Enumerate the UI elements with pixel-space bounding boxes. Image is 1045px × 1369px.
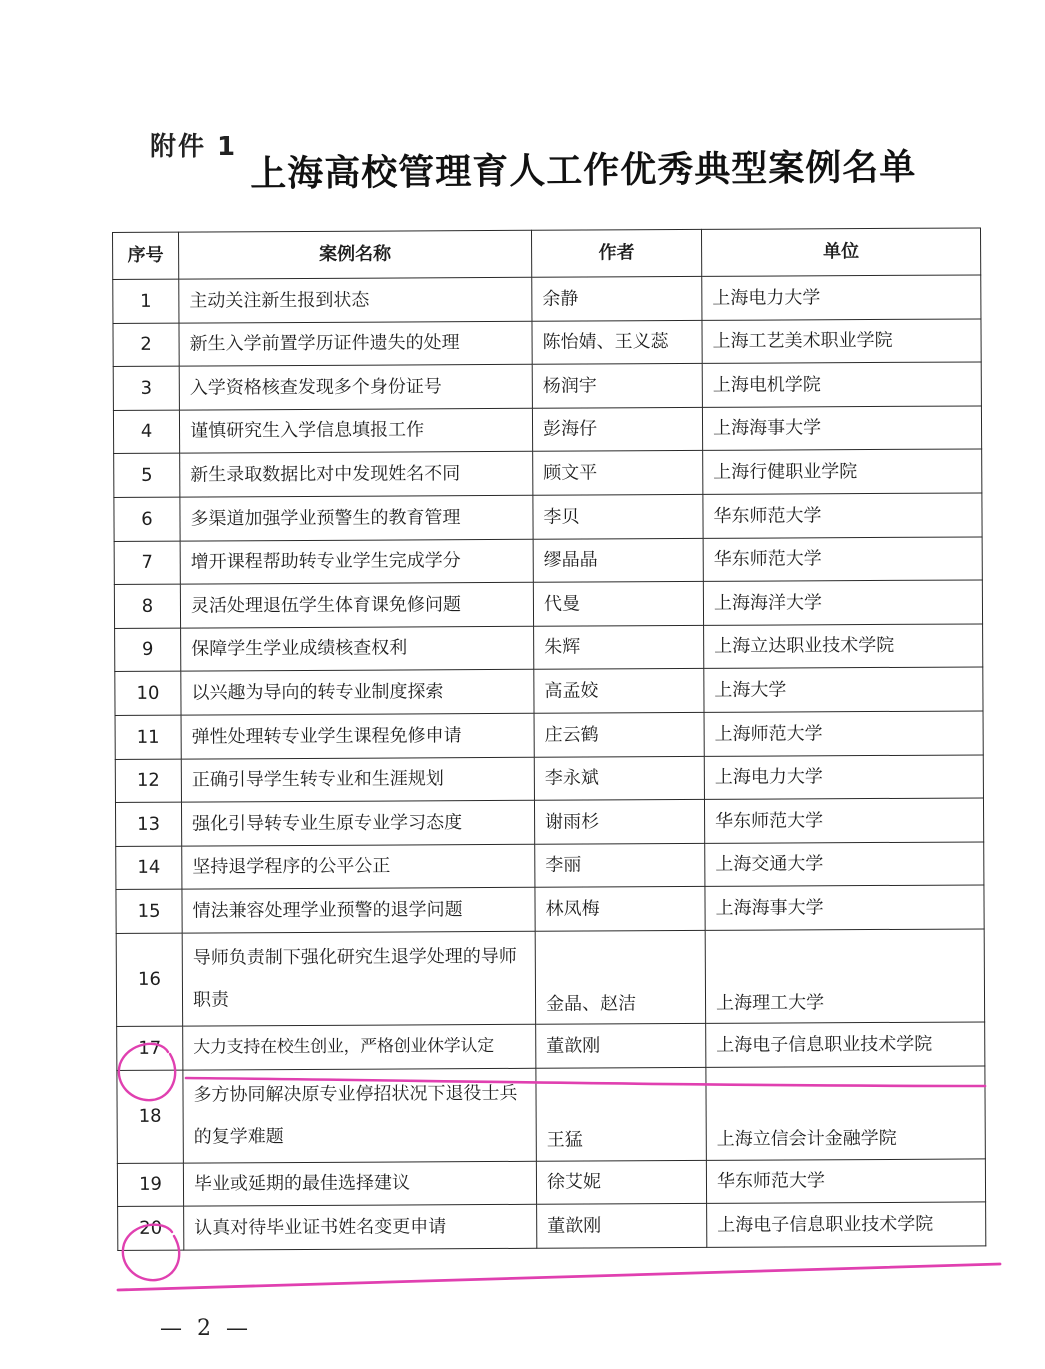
author-cell: 林凤梅: [535, 887, 705, 931]
case-name-cell: 新生入学前置学历证件遗失的处理: [179, 321, 532, 366]
author-cell: 庄云鹤: [534, 712, 704, 756]
case-name-cell: 正确引导学生转专业和生涯规划: [181, 757, 534, 802]
unit-cell: 上海大学: [704, 667, 983, 712]
author-cell: 代曼: [533, 582, 703, 626]
table-row: [116, 929, 984, 1027]
author-cell: 李丽: [535, 843, 705, 887]
case-name-cell: 坚持退学程序的公平公正: [182, 844, 535, 889]
author-cell: 董歆刚: [537, 1203, 707, 1247]
case-name-cell: 灵活处理退伍学生体育课免修问题: [180, 582, 533, 627]
author-cell: 顾文平: [533, 451, 703, 495]
unit-cell: 上海立信会计金融学院: [706, 1065, 985, 1159]
unit-cell: 华东师范大学: [703, 493, 982, 538]
case-name-cell: 多方协同解决原专业停招状况下退役士兵的复学难题: [183, 1068, 536, 1163]
underline-mark-row-20: [118, 1264, 1000, 1290]
unit-cell: 上海电子信息职业技术学院: [706, 1022, 985, 1067]
unit-cell: 上海行健职业学院: [703, 449, 982, 494]
page-number: — 2 —: [160, 1316, 252, 1341]
author-cell: 金晶、赵洁: [535, 930, 705, 1024]
table-row: [116, 885, 984, 933]
case-name-cell: 认真对待毕业证书姓名变更申请: [184, 1204, 537, 1249]
author-cell: 朱辉: [534, 625, 704, 669]
unit-cell: 上海师范大学: [704, 711, 983, 756]
case-name-cell: 导师负责制下强化研究生退学处理的导师职责: [182, 931, 535, 1026]
case-name-cell: 弹性处理转专业学生课程免修申请: [181, 713, 534, 758]
table-row: [115, 667, 983, 715]
column-header-case-name: 案例名称: [179, 230, 532, 279]
row-index: 6: [114, 497, 180, 541]
case-name-cell: 增开课程帮助转专业学生完成学分: [180, 539, 533, 584]
table-row: [115, 754, 983, 802]
table-row: [113, 275, 981, 323]
column-header-author: 作者: [531, 229, 701, 277]
unit-cell: 华东师范大学: [703, 537, 982, 582]
unit-cell: 华东师范大学: [704, 798, 983, 843]
case-name-cell: 多渠道加强学业预警生的教育管理: [180, 495, 533, 540]
row-index: 1: [113, 279, 179, 323]
unit-cell: 上海电机学院: [702, 362, 981, 407]
author-cell: 李永斌: [534, 756, 704, 800]
case-name-cell: 谨慎研究生入学信息填报工作: [179, 408, 532, 453]
row-index: 18: [117, 1070, 183, 1163]
case-name-cell: 毕业或延期的最佳选择建议: [183, 1161, 536, 1206]
table-row: [114, 537, 982, 585]
row-index: 8: [114, 584, 180, 628]
row-index: 4: [113, 410, 179, 454]
author-cell: 徐艾妮: [536, 1160, 706, 1204]
column-header-unit: 单位: [701, 228, 980, 276]
row-index: 3: [113, 366, 179, 410]
table-row: [114, 449, 982, 497]
author-cell: 高孟姣: [534, 669, 704, 713]
table-row: [114, 580, 982, 628]
table-row: [117, 1065, 985, 1163]
author-cell: 杨润宇: [532, 364, 702, 408]
case-name-cell: 新生录取数据比对中发现姓名不同: [180, 452, 533, 497]
table-row: [117, 1158, 985, 1206]
author-cell: 李贝: [533, 494, 703, 538]
author-cell: 董歆刚: [536, 1023, 706, 1067]
unit-cell: 上海理工大学: [705, 929, 984, 1023]
table-row: [116, 842, 984, 890]
attachment-label: 附件 1: [150, 132, 238, 162]
table-row: [113, 319, 981, 367]
row-index: 5: [114, 454, 180, 498]
case-name-cell: 以兴趣为导向的转专业制度探索: [181, 670, 534, 715]
unit-cell: 上海立达职业技术学院: [704, 624, 983, 669]
case-list-table-wrapper: [112, 227, 985, 1250]
column-header-index: 序号: [113, 232, 179, 279]
author-cell: 缪晶晶: [533, 538, 703, 582]
author-cell: 王猛: [536, 1067, 706, 1161]
author-cell: 谢雨杉: [534, 800, 704, 844]
table-row: [117, 1022, 985, 1070]
row-index: 17: [117, 1026, 183, 1070]
unit-cell: 上海海事大学: [702, 406, 981, 451]
unit-cell: 上海海洋大学: [703, 580, 982, 625]
row-index: 13: [115, 802, 181, 846]
row-index: 14: [116, 846, 182, 890]
table-row: [115, 624, 983, 672]
row-index: 19: [117, 1163, 183, 1207]
row-index: 2: [113, 323, 179, 367]
case-name-cell: 主动关注新生报到状态: [179, 277, 532, 322]
row-index: 10: [115, 671, 181, 715]
page-title: 上海高校管理育人工作优秀典型案例名单: [250, 147, 917, 195]
table-row: [113, 406, 981, 454]
case-list-table: [112, 227, 986, 1250]
table-row: [115, 711, 983, 759]
row-index: 12: [115, 759, 181, 803]
unit-cell: 上海电力大学: [704, 754, 983, 799]
row-index: 9: [115, 628, 181, 672]
row-index: 15: [116, 889, 182, 933]
row-index: 20: [118, 1206, 184, 1250]
case-name-cell: 入学资格核查发现多个身份证号: [179, 364, 532, 409]
author-cell: 陈怡婧、王义蕊: [532, 320, 702, 364]
case-name-cell: 保障学生学业成绩核查权利: [181, 626, 534, 671]
row-index: 16: [116, 933, 182, 1026]
table-row: [115, 798, 983, 846]
author-cell: 余静: [532, 276, 702, 320]
case-name-cell: 大力支持在校生创业，严格创业休学认定: [183, 1024, 536, 1069]
unit-cell: 上海交通大学: [705, 842, 984, 887]
unit-cell: 上海工艺美术职业学院: [702, 319, 981, 364]
unit-cell: 上海电子信息职业技术学院: [707, 1202, 986, 1247]
unit-cell: 上海海事大学: [705, 885, 984, 930]
case-name-cell: 强化引导转专业生原专业学习态度: [181, 800, 534, 845]
table-row: [118, 1202, 986, 1250]
table-header-row: [113, 228, 981, 280]
row-index: 7: [114, 541, 180, 585]
table-row: [113, 362, 981, 410]
table-row: [114, 493, 982, 541]
row-index: 11: [115, 715, 181, 759]
author-cell: 彭海仔: [532, 407, 702, 451]
unit-cell: 上海电力大学: [702, 275, 981, 320]
case-name-cell: 情法兼容处理学业预警的退学问题: [182, 888, 535, 933]
unit-cell: 华东师范大学: [706, 1158, 985, 1203]
